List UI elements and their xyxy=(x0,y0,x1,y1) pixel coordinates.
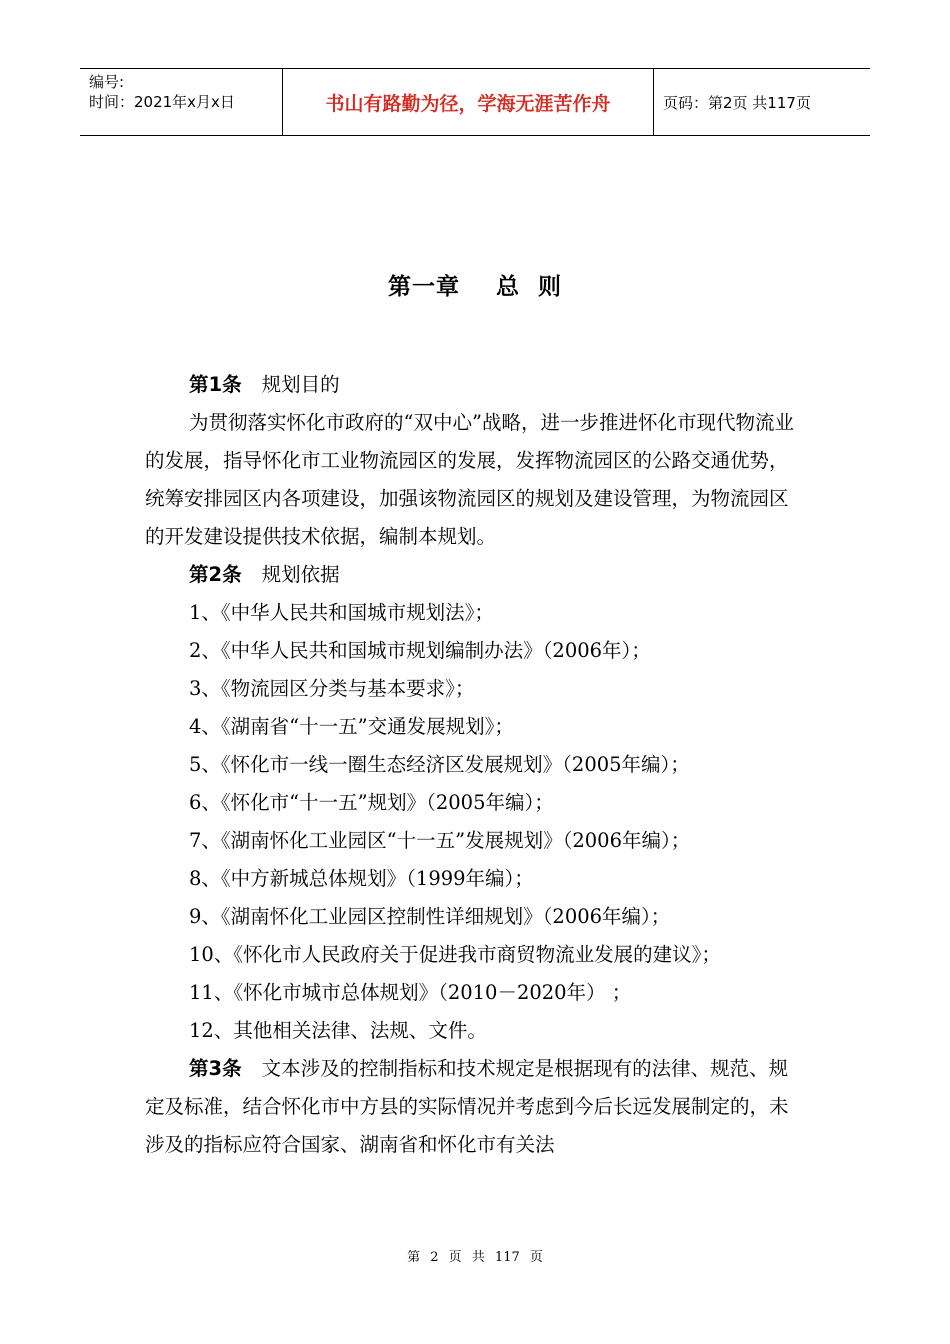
article-3-label: 第3条 xyxy=(189,1057,242,1080)
number-label: 编号: xyxy=(89,73,125,91)
list-item: 6、《怀化市“十一五”规划》（2005年编）； xyxy=(189,791,554,814)
header-motto: 书山有路勤为径，学海无涯苦作舟 xyxy=(282,69,654,135)
chapter-title: 第一章 总 则 xyxy=(387,274,563,300)
list-item: 5、《怀化市一线一圈生态经济区发展规划》（2005年编）； xyxy=(189,753,690,776)
list-item: 12、其他相关法律、法规、文件。 xyxy=(189,1019,487,1042)
article-2-heading xyxy=(145,556,807,594)
article-2-label: 第2条 xyxy=(189,563,242,586)
article-1-heading xyxy=(145,366,807,404)
list-item: 8、《中方新城总体规划》（1999年编）； xyxy=(189,867,534,890)
list-item: 3、《物流园区分类与基本要求》； xyxy=(189,677,475,700)
header-page-info: 页码：第2页 共117页 xyxy=(663,93,811,112)
article-1-label: 第1条 xyxy=(189,373,242,396)
article-2-title: 规划依据 xyxy=(261,563,340,586)
list-item: 10、《怀化市人民政府关于促进我市商贸物流业发展的建议》； xyxy=(189,943,721,966)
article-1-title: 规划目的 xyxy=(261,373,340,396)
list-item: 9、《湖南怀化工业园区控制性详细规划》（2006年编）； xyxy=(189,905,671,928)
list-item: 7、《湖南怀化工业园区“十一五”发展规划》（2006年编）； xyxy=(189,829,691,852)
page-footer: 第 2 页 共 117 页 xyxy=(407,1250,543,1265)
document-body xyxy=(145,366,807,1164)
header-meta xyxy=(80,69,282,135)
header-table xyxy=(80,68,870,136)
list-item: 11、《怀化市城市总体规划》（2010－2020年） ； xyxy=(189,981,632,1004)
article-3 xyxy=(145,1050,807,1164)
time-label: 时间：2021年x月x日 xyxy=(89,93,235,111)
list-item: 2、《中华人民共和国城市规划编制办法》（2006年）； xyxy=(189,639,651,662)
article-3-body: 文本涉及的控制指标和技术规定是根据现有的法律、规范、规定及标准，结合怀化市中方县的实际情况并考虑到今后长远发展制定的，未涉及的指标应符合国家、湖南省和怀化市有关法 xyxy=(145,1057,789,1156)
list-item: 4、《湖南省“十一五”交通发展规划》； xyxy=(189,715,514,738)
list-item: 1、《中华人民共和国城市规划法》； xyxy=(189,601,494,624)
article-1-body: 为贯彻落实怀化市政府的“双中心”战略，进一步推进怀化市现代物流业的发展，指导怀化市工业物流园区的发展，发挥物流园区的公路交通优势，统筹安排园区内各项建设，加强该物流园区的规划及建设管理，为物流园区的开发建设提供技术依据，编制本规划。 xyxy=(145,411,794,548)
